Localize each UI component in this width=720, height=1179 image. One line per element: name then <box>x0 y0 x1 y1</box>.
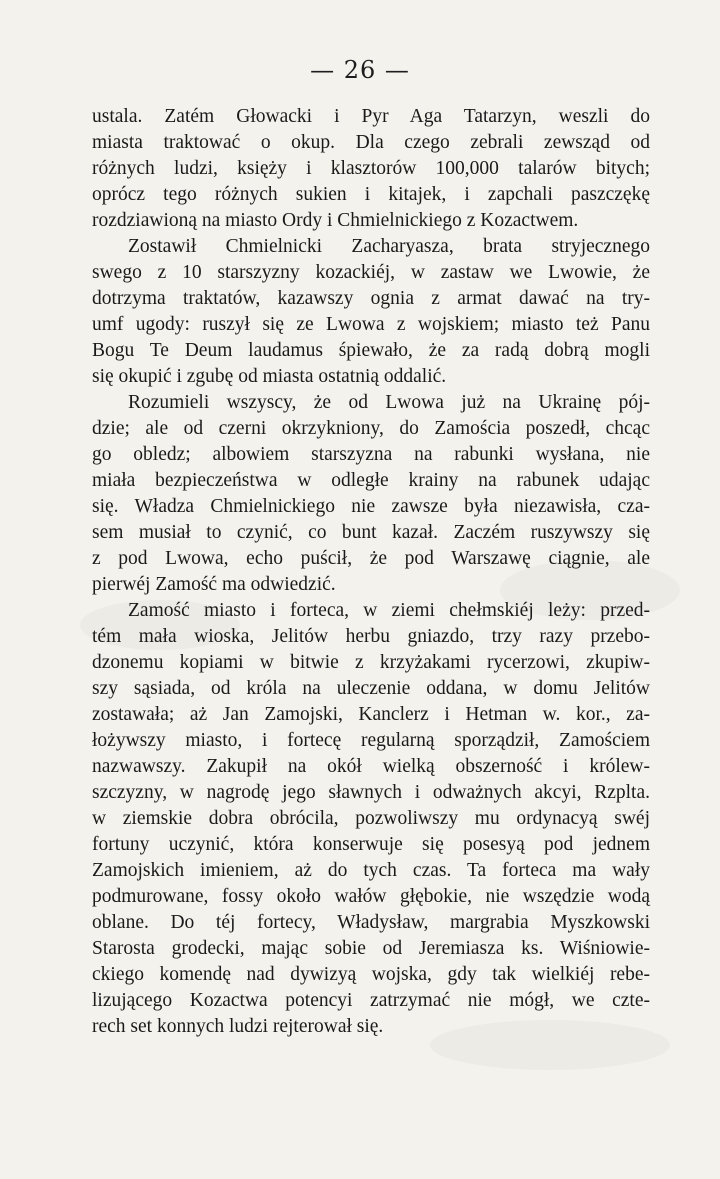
text-line: nazwawszy. Zakupił na okół wielką obszerność i królew- <box>92 756 650 777</box>
body-text <box>92 104 650 1040</box>
text-line: z pod Lwowa, echo puścił, że pod Warszawę ciągnie, ale <box>92 548 650 569</box>
text-line: rech set konnych ludzi rejterował się. <box>92 1016 384 1037</box>
text-line: Bogu Te Deum laudamus śpiewało, że za radą dobrą mogli <box>92 340 650 361</box>
text-line: tém mała wioska, Jelitów herbu gniazdo, trzy razy przebo- <box>92 626 650 647</box>
page-number: — 26 — <box>310 56 410 84</box>
text-line: Zostawił Chmielnicki Zacharyasza, brata stryjecznego <box>128 236 650 257</box>
text-line: fortuny uczynić, która konserwuje się posesyą pod jednem <box>92 834 650 855</box>
text-line: różnych ludzi, księży i klasztorów 100,000 talarów bitych; <box>92 158 650 179</box>
text-line: rozdziawioną na miasto Ordy i Chmielnickiego z Kozactwem. <box>92 210 579 231</box>
text-line: pierwéj Zamość ma odwiedzić. <box>92 574 336 595</box>
text-line: lizującego Kozactwa potencyi zatrzymać nie mógł, we czte- <box>92 990 650 1011</box>
text-line: w ziemskie dobra obrócila, pozwoliwszy mu ordynacyą swéj <box>92 808 650 829</box>
text-line: miasta traktować o okup. Dla czego zebrali zewsząd od <box>92 132 650 153</box>
text-line: ckiego komendę nad dywizyą wojska, gdy tak wielkiéj rebe- <box>92 964 650 985</box>
text-line: szy sąsiada, od króla na uleczenie oddana, w domu Jelitów <box>92 678 650 699</box>
text-line: się. Władza Chmielnickiego nie zawsze była niezawisła, cza- <box>92 496 650 517</box>
text-line: szczyzny, w nagrodę jego sławnych i odważnych akcyi, Rzplta. <box>92 782 650 803</box>
text-line: Starosta grodecki, mając sobie od Jeremiasza ks. Wiśniowie- <box>92 938 650 959</box>
text-line: łożywszy miasto, i fortecę regularną sporządził, Zamościem <box>92 730 650 751</box>
text-line: miała bezpieczeństwa w odległe krainy na rabunek udając <box>92 470 650 491</box>
text-line: oprócz tego różnych sukien i kitajek, i zapchali paszczękę <box>92 184 650 205</box>
text-line: umf ugody: ruszył się ze Lwowa z wojskiem; miasto też Panu <box>92 314 650 335</box>
text-line: oblane. Do téj fortecy, Władysław, margrabia Myszkowski <box>92 912 650 933</box>
text-line: Zamość miasto i forteca, w ziemi chełmskiéj leży: przed- <box>128 600 650 621</box>
text-line: podmurowane, fossy około wałów głębokie, nie wszędzie wodą <box>92 886 650 907</box>
text-line: zostawała; aż Jan Zamojski, Kanclerz i Hetman w. kor., za- <box>92 704 650 725</box>
text-line: dotrzyma traktatów, kazawszy ognia z armat dawać na try- <box>92 288 650 309</box>
text-line: go obledz; albowiem starszyzna na rabunki wysłana, nie <box>92 444 650 465</box>
text-line: dzonemu kopiami w bitwie z krzyżakami rycerzowi, zkupiw- <box>92 652 650 673</box>
text-line: ustala. Zatém Głowacki i Pyr Aga Tatarzyn, weszli do <box>92 106 650 127</box>
text-line: się okupić i zgubę od miasta ostatnią oddalić. <box>92 366 447 387</box>
text-line: dzie; ale od czerni okrzykniony, do Zamościa poszedł, chcąc <box>92 418 650 439</box>
text-line: sem musiał to czynić, co bunt kazał. Zaczém ruszywszy się <box>92 522 650 543</box>
text-line: Zamojskich imieniem, aż do tych czas. Ta forteca ma wały <box>92 860 650 881</box>
text-line: swego z 10 starszyzny kozackiéj, w zastaw we Lwowie, że <box>92 262 650 283</box>
text-line: Rozumieli wszyscy, że od Lwowa już na Ukrainę pój- <box>128 392 650 413</box>
